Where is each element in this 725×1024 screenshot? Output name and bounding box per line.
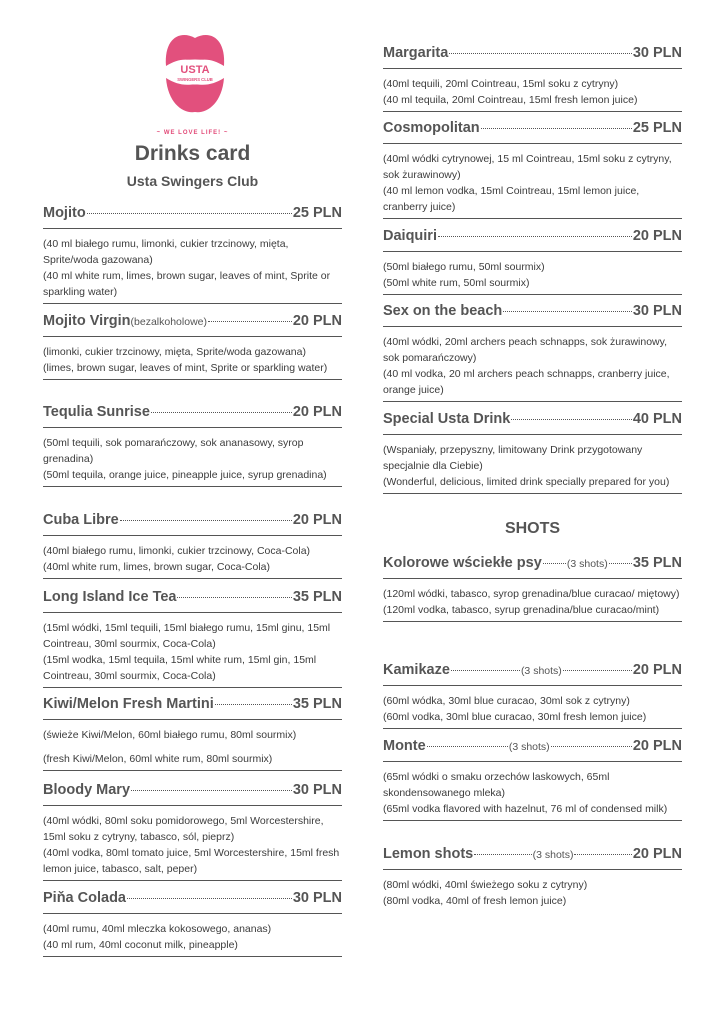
drink-note: (bezalkoholowe): [130, 316, 207, 328]
drink-item-pina-colada: [43, 890, 342, 957]
drink-item-bloody-mary: [43, 782, 342, 881]
drink-price: 30 PLN: [632, 303, 682, 319]
shot-price: 35 PLN: [632, 555, 683, 571]
drink-name: Cuba Libre: [43, 512, 119, 528]
shot-desc-en: (80ml vodka, 40ml of fresh lemon juice): [383, 895, 567, 907]
page-subtitle: Usta Swingers Club: [126, 173, 259, 189]
drink-price: 40 PLN: [632, 411, 682, 427]
drink-name: Bloody Mary: [43, 782, 131, 798]
drink-item-special-usta: [383, 411, 682, 494]
shot-name: Kamikaze: [383, 662, 450, 678]
drink-name: Mojito Virgin: [43, 313, 131, 329]
drink-price: 20 PLN: [292, 512, 342, 528]
drink-desc-en: (40 ml white rum, limes, brown sugar, leaves of mint, Sprite or sparkling water): [43, 270, 331, 298]
drink-desc-en: (40 ml tequila, 20ml Cointreau, 15ml fresh lemon juice): [383, 94, 638, 106]
drink-desc-pl: (Wspaniały, przepyszny, limitowany Drink przygotowany specjalnie dla Ciebie): [383, 444, 643, 472]
shot-desc-en: (60ml vodka, 30ml blue curacao, 30ml fresh lemon juice): [383, 711, 647, 723]
drink-desc-pl: (40 ml białego rumu, limonki, cukier trzcinowy, mięta, Sprite/woda gazowana): [43, 238, 289, 266]
drink-desc-en: (50ml white rum, 50ml sourmix): [383, 277, 530, 289]
drink-name: Daiquiri: [383, 228, 437, 244]
drink-price: 35 PLN: [292, 589, 342, 605]
drink-item-long-island: [43, 589, 342, 688]
shot-qty: (3 shots): [566, 558, 608, 570]
drink-desc-pl: (40ml białego rumu, limonki, cukier trzcinowy, Coca-Cola): [43, 545, 311, 557]
shot-item-lemon-shots: [383, 846, 682, 909]
shot-price: 20 PLN: [632, 846, 683, 862]
drink-desc-pl: (50ml tequili, sok pomarańczowy, sok ananasowy, syrop grenadina): [43, 437, 304, 465]
shot-desc-en: (120ml vodka, tabasco, syrup grenadina/blue curacao/mint): [383, 604, 660, 616]
drink-price: 25 PLN: [632, 120, 682, 136]
shot-qty: (3 shots): [532, 849, 574, 861]
drink-desc-en: (40 ml rum, 40ml coconut milk, pineapple): [43, 939, 238, 951]
drink-item-margarita: [383, 45, 682, 112]
shot-item-kamikaze: [383, 662, 682, 729]
shot-price: 20 PLN: [632, 662, 682, 678]
usta-logo: [160, 28, 230, 114]
drink-item-kiwi-melon-martini: [43, 696, 342, 771]
drink-name: Cosmopolitan: [383, 120, 480, 136]
drink-item-mojito-virgin: [43, 313, 342, 380]
drink-item-cosmopolitan: [383, 120, 682, 219]
drink-price: 30 PLN: [292, 782, 342, 798]
drink-desc-pl: (40ml wódki, 80ml soku pomidorowego, 5ml Worcestershire, 15ml soku z cytryny, tabasco, sól, pieprz): [43, 815, 324, 843]
tagline: ~ WE LOVE LIFE! ~: [156, 130, 229, 136]
drink-name: Kiwi/Melon Fresh Martini: [43, 696, 214, 712]
shots-section-title: SHOTS: [504, 520, 561, 537]
drink-desc-en: (50ml tequila, orange juice, pineapple juice, syrup grenadina): [43, 469, 327, 481]
drink-name: Piňa Colada: [43, 890, 126, 906]
shot-qty: (3 shots): [508, 741, 550, 753]
page-title: Drinks card: [134, 142, 251, 165]
drink-name: Mojito: [43, 205, 86, 221]
drink-desc-pl: (40ml rumu, 40ml mleczka kokosowego, ananas): [43, 923, 272, 935]
drink-price: 20 PLN: [632, 228, 682, 244]
drink-name: Long Island Ice Tea: [43, 589, 177, 605]
drink-item-sex-on-the-beach: [383, 303, 682, 402]
drink-name: Tequlia Sunrise: [43, 404, 150, 420]
drink-price: 30 PLN: [632, 45, 682, 61]
drink-name: Margarita: [383, 45, 449, 61]
shot-desc-pl: (65ml wódki o smaku orzechów laskowych, 65ml skondensowanego mleka): [383, 771, 610, 799]
drink-desc-pl: (40ml tequili, 20ml Cointreau, 15ml soku z cytryny): [383, 78, 619, 90]
shot-item-monte: [383, 738, 682, 821]
shot-desc-pl: (60ml wódka, 30ml blue curacao, 30ml sok z cytryny): [383, 695, 630, 707]
drink-item-cuba-libre: [43, 512, 342, 579]
drink-price: 30 PLN: [292, 890, 342, 906]
drink-desc-en: (40ml white rum, limes, brown sugar, Coca-Cola): [43, 561, 270, 573]
drink-desc-en: (40 ml lemon vodka, 15ml Cointreau, 15ml lemon juice, cranberry juice): [383, 185, 640, 213]
drink-desc-pl: (40ml wódki, 20ml archers peach schnapps, sok żurawinowy, sok pomarańczowy): [383, 336, 668, 364]
drink-desc-pl: (40ml wódki cytrynowej, 15 ml Cointreau, 15ml soku z cytryny, sok żurawinowy): [383, 153, 672, 181]
drink-desc-pl: (świeże Kiwi/Melon, 60ml białego rumu, 80ml sourmix): [43, 729, 297, 741]
drink-price: 20 PLN: [292, 313, 342, 329]
drink-desc-en: (fresh Kiwi/Melon, 60ml white rum, 80ml sourmix): [43, 753, 273, 765]
drink-item-mojito: [43, 205, 342, 304]
shot-desc-pl: (80ml wódki, 40ml świeżego soku z cytryny): [383, 879, 588, 891]
drink-desc-en: (40ml vodka, 80ml tomato juice, 5ml Worcestershire, 15ml fresh lemon juice, tabasco, salt, peper): [43, 847, 340, 875]
drink-desc-pl: (50ml białego rumu, 50ml sourmix): [383, 261, 545, 273]
shot-qty: (3 shots): [520, 665, 562, 677]
shot-name: Monte: [383, 738, 426, 754]
logo-text-bottom: SWINGERS CLUB: [177, 77, 213, 82]
drink-desc-pl: (15ml wódki, 15ml tequili, 15ml białego rumu, 15ml ginu, 15ml Cointreau, 30ml sourmix, Coca-Cola): [43, 622, 331, 650]
shot-name: Lemon shots: [383, 846, 474, 862]
drink-price: 25 PLN: [292, 205, 342, 221]
logo-text-top: USTA: [180, 64, 210, 76]
shot-desc-pl: (120ml wódki, tabasco, syrop grenadina/blue curacao/ miętowy): [383, 588, 680, 600]
drink-price: 20 PLN: [292, 404, 342, 420]
shot-name: Kolorowe wściekłe psy: [383, 555, 542, 571]
drink-item-daiquiri: [383, 228, 682, 295]
drink-desc-en: (Wonderful, delicious, limited drink specially prepared for you): [383, 476, 670, 488]
drink-desc-en: (15ml wodka, 15ml tequila, 15ml white rum, 15ml gin, 15ml Cointreau, 30ml sourmix, Coca-Cola): [43, 654, 317, 682]
drink-desc-en: (40 ml vodka, 20 ml archers peach schnapps, cranberry juice, orange juice): [383, 368, 670, 396]
drink-name: Special Usta Drink: [383, 411, 511, 427]
drink-price: 35 PLN: [292, 696, 342, 712]
drink-name: Sex on the beach: [383, 303, 503, 319]
shot-desc-en: (65ml vodka flavored with hazelnut, 76 ml of condensed milk): [383, 803, 668, 815]
drink-item-tequila-sunrise: [43, 404, 342, 487]
drink-desc-pl: (limonki, cukier trzcinowy, mięta, Sprite/woda gazowana): [43, 346, 306, 358]
shot-price: 20 PLN: [632, 738, 682, 754]
shot-item-kolorowe: [383, 555, 682, 622]
drink-desc-en: (limes, brown sugar, leaves of mint, Sprite or sparkling water): [43, 362, 328, 374]
